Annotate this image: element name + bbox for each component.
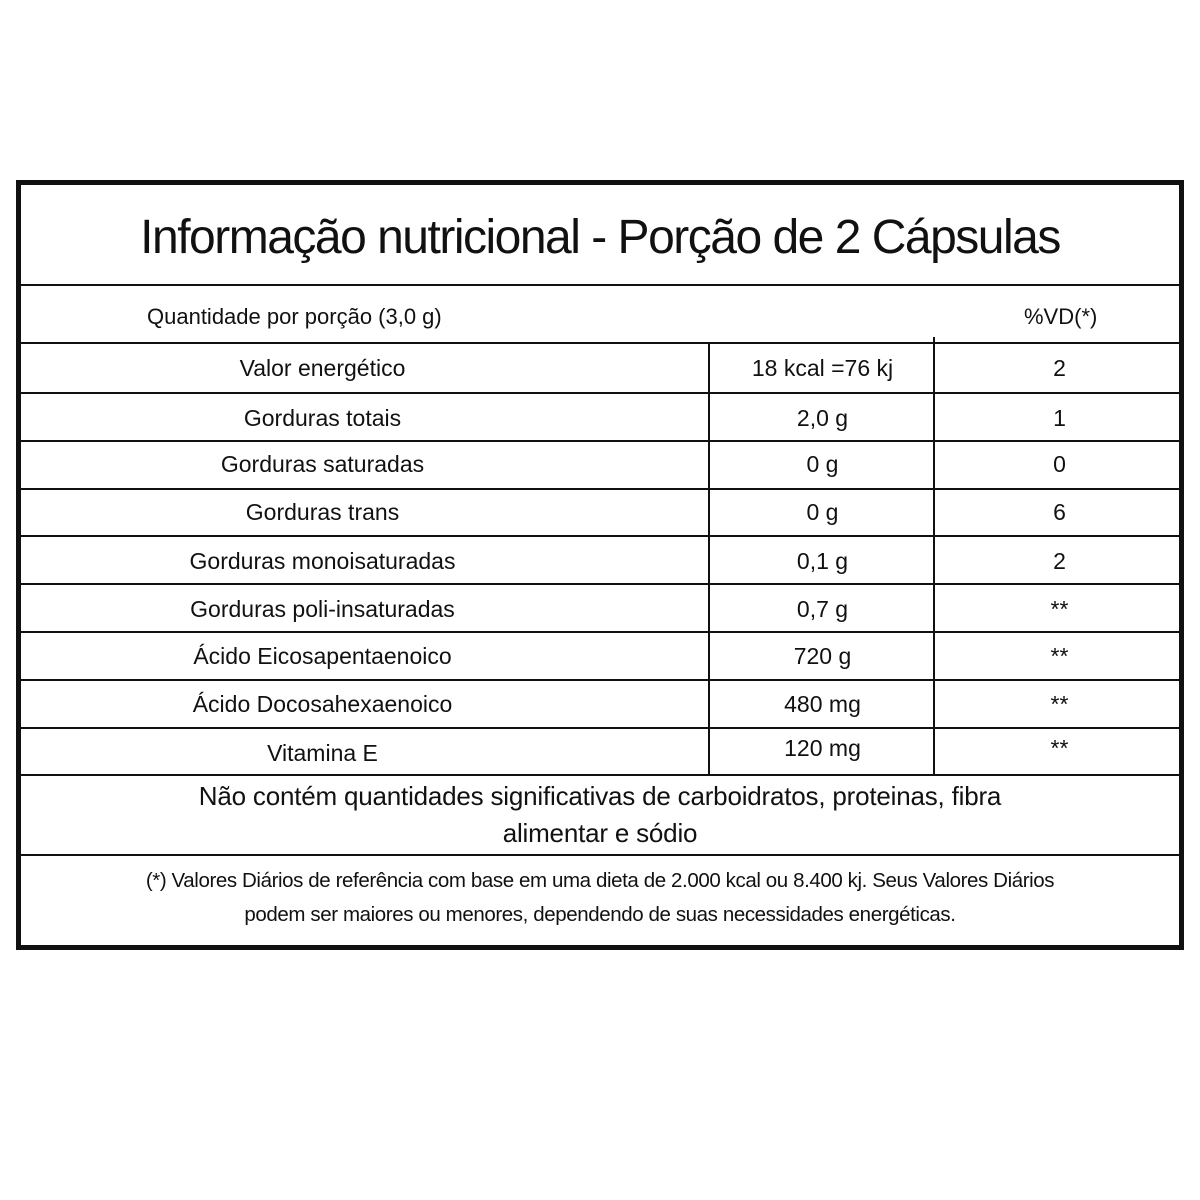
serving-size-label: Quantidade por porção (3,0 g) [147, 304, 442, 329]
table-row [21, 680, 1179, 728]
table-row [21, 394, 1179, 442]
table-row [21, 537, 1179, 585]
table-row [21, 632, 1179, 680]
nutrient-name: Ácido Docosahexaenoico [192, 690, 453, 717]
nutrient-name: Vitamina E [267, 739, 378, 766]
table-row [21, 729, 1179, 777]
daily-value-header: %VD(*) [1024, 304, 1098, 329]
nutrient-daily-value: 1 [1053, 404, 1066, 431]
column-divider [933, 337, 935, 774]
nutrient-daily-value: ** [1050, 734, 1069, 761]
nutrient-amount: 480 mg [784, 690, 861, 717]
not-significant-note [21, 776, 1179, 855]
nutrient-daily-value: ** [1050, 642, 1069, 669]
column-divider [708, 342, 710, 774]
nutrient-amount: 720 g [793, 642, 852, 669]
nutrient-name: Gorduras poli-insaturadas [190, 595, 455, 622]
nutrient-daily-value: ** [1050, 595, 1069, 622]
nutrient-amount: 0,7 g [796, 595, 849, 622]
nutrient-daily-value: 6 [1053, 498, 1066, 525]
table-header [21, 288, 1179, 344]
nutrient-amount: 0,1 g [796, 547, 849, 574]
table-row [21, 344, 1179, 392]
nutrient-name: Gorduras saturadas [220, 450, 425, 477]
nutrient-daily-value: 2 [1053, 547, 1066, 574]
nutrient-name: Ácido Eicosapentaenoico [193, 642, 452, 669]
footnote-line: (*) Valores Diários de referência com base em uma dieta de 2.000 kcal ou 8.400 kj. Seus Valores Diários [145, 869, 1055, 892]
nutrient-daily-value: 2 [1053, 354, 1066, 381]
nutrition-facts-table [16, 180, 1184, 950]
table-title: Informação nutricional - Porção de 2 Cápsulas [140, 211, 1060, 264]
nutrient-name: Gorduras monoisaturadas [189, 547, 456, 574]
table-row [21, 488, 1179, 536]
divider [21, 854, 1179, 856]
nutrient-daily-value: ** [1050, 690, 1069, 717]
nutrient-amount: 18 kcal =76 kj [751, 354, 894, 381]
nutrient-daily-value: 0 [1053, 450, 1066, 477]
table-row [21, 585, 1179, 633]
note-line: Não contém quantidades significativas de carboidratos, proteinas, fibra [198, 781, 1002, 811]
note-line: alimentar e sódio [502, 818, 698, 848]
nutrient-amount: 2,0 g [796, 404, 849, 431]
nutrient-amount: 0 g [806, 450, 839, 477]
nutrient-amount: 120 mg [784, 734, 861, 761]
nutrient-amount: 0 g [806, 498, 839, 525]
divider [21, 284, 1179, 286]
nutrient-name: Valor energético [239, 354, 406, 381]
daily-values-footnote [21, 858, 1179, 948]
nutrient-name: Gorduras totais [243, 404, 402, 431]
footnote-line: podem ser maiores ou menores, dependendo de suas necessidades energéticas. [244, 903, 956, 926]
nutrient-name: Gorduras trans [245, 498, 400, 525]
table-row [21, 440, 1179, 488]
